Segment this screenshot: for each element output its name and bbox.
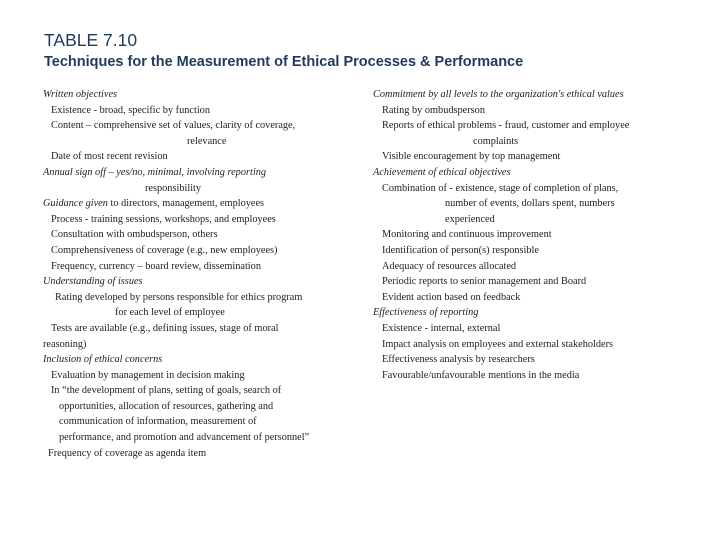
list-item: Existence - broad, specific by function <box>51 104 210 116</box>
list-item: communication of information, measurement of <box>59 416 257 428</box>
list-item: Reports of ethical problems - fraud, customer and employee <box>382 120 630 132</box>
list-item: Periodic reports to senior management and Board <box>382 276 587 288</box>
list-item: relevance <box>187 135 227 147</box>
list-item: Rating developed by persons responsible for ethics program <box>55 291 303 303</box>
section-heading: Guidance given to directors, management, employees <box>43 198 265 210</box>
list-item: opportunities, allocation of resources, gathering and <box>59 400 274 412</box>
section-heading: Inclusion of ethical concerns <box>43 354 163 366</box>
section-heading: Annual sign off – yes/no, minimal, involving reporting <box>43 166 266 178</box>
table-title: Techniques for the Measurement of Ethical Processes & Performance <box>44 54 524 70</box>
list-item: Evaluation by management in decision making <box>51 369 245 381</box>
section-heading: Effectiveness of reporting <box>373 307 479 319</box>
list-item: Visible encouragement by top management <box>382 151 561 163</box>
list-item: Monitoring and continuous improvement <box>382 229 552 241</box>
list-item: Impact analysis on employees and external stakeholders <box>382 338 614 350</box>
list-item: complaints <box>473 135 519 147</box>
section-heading: Achievement of ethical objectives <box>373 166 511 178</box>
list-item: Evident action based on feedback <box>382 291 521 303</box>
list-item: Frequency, currency – board review, dissemination <box>51 260 261 272</box>
section-heading: Written objectives <box>43 89 118 100</box>
list-item: Identification of person(s) responsible <box>382 244 539 256</box>
section-heading: Understanding of issues <box>43 276 143 288</box>
list-item: Tests are available (e.g., defining issues, stage of moral <box>51 322 279 334</box>
list-item: Existence - internal, external <box>382 322 501 334</box>
list-item: In “the development of plans, setting of goals, search of <box>51 385 282 397</box>
list-item: number of events, dollars spent, numbers <box>445 198 615 210</box>
list-item: Rating by ombudsperson <box>382 104 485 116</box>
section-heading: Commitment by all levels to the organization's ethical values <box>373 89 624 100</box>
list-item: Frequency of coverage as agenda item <box>48 447 207 459</box>
list-item: Process - training sessions, workshops, and employees <box>51 213 276 225</box>
table-number: TABLE 7.10 <box>44 30 138 50</box>
list-item: performance, and promotion and advancement of personnel” <box>59 432 310 444</box>
list-item: experienced <box>445 213 495 225</box>
list-item: Combination of - existence, stage of completion of plans, <box>382 182 619 194</box>
list-item: Comprehensiveness of coverage (e.g., new employees) <box>51 244 278 256</box>
left-column <box>43 87 353 461</box>
list-item: Favourable/unfavourable mentions in the media <box>382 369 580 381</box>
list-item: responsibility <box>145 182 202 194</box>
list-item: Adequacy of resources allocated <box>382 260 517 272</box>
list-item: Content – comprehensive set of values, clarity of coverage, <box>51 120 296 132</box>
list-item: Date of most recent revision <box>51 151 168 163</box>
list-item: reasoning) <box>43 338 87 350</box>
right-column <box>373 87 679 383</box>
list-item: Effectiveness analysis by researchers <box>382 354 535 366</box>
list-item: for each level of employee <box>115 307 225 319</box>
list-item: Consultation with ombudsperson, others <box>51 229 218 241</box>
